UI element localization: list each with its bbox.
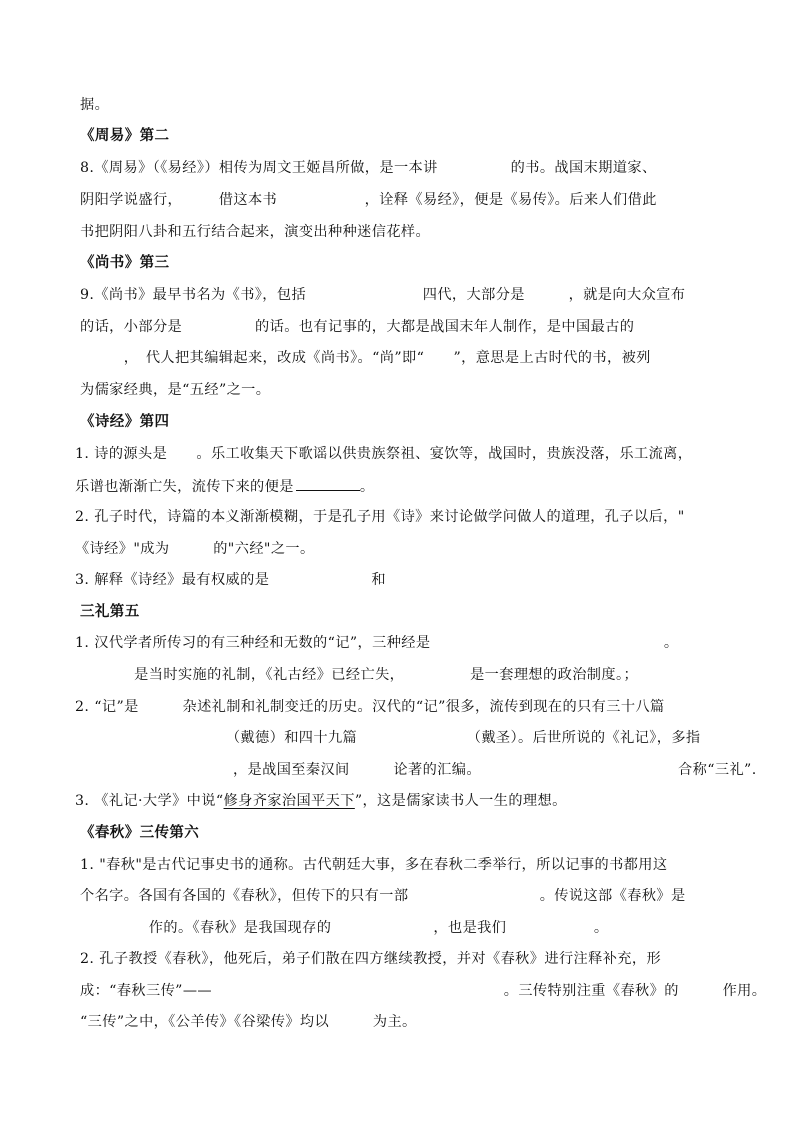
line-text: 据。 <box>80 97 110 113</box>
line-text: 的话，小部分是 的话。也有记事的，大都是战国末年人制作，是中国最古的 <box>80 319 635 335</box>
line-text: 9.《尚书》最早书名为《书》，包括 四代，大部分是 ，就是向大众宣布 <box>80 287 686 303</box>
line-text: 《春秋》三传第六 <box>80 824 200 841</box>
text-line <box>75 508 685 526</box>
line-text-tail: 。 <box>359 479 375 495</box>
text-line <box>80 223 430 241</box>
text-line <box>75 634 678 652</box>
section-heading <box>80 127 169 145</box>
text-line <box>80 349 651 367</box>
line-text: （戴德）和四十九篇 （戴圣）。后世所说的《礼记》，多指 <box>160 730 701 746</box>
text-line <box>80 887 686 905</box>
text-line <box>80 381 270 399</box>
text-line <box>80 950 661 968</box>
text-line <box>80 318 634 336</box>
line-text: “三传”之中，《公羊传》《谷梁传》均以 为主。 <box>80 1014 417 1030</box>
line-text: 《周易》第二 <box>80 127 170 144</box>
line-text: 《诗经》第四 <box>80 413 170 430</box>
line-text: 是当时实施的礼制，《礼古经》已经亡失， 是一套理想的政治制度。； <box>105 667 639 683</box>
line-text: 三礼第五 <box>80 603 140 620</box>
line-text: 8.《周易》（《易经》）相传为周文王姬昌所做，是一本讲 的书。战国末期道家、 <box>80 160 657 176</box>
line-text: 乐谱也渐渐亡失，流传下来的便是 <box>75 479 294 495</box>
line-text: 1. 诗的源头是 。乐工收集天下歌谣以供贵族祭祖、宴饮等，战国时，贵族没落，乐工流离， <box>75 446 693 462</box>
text-line <box>75 792 567 810</box>
text-line <box>105 666 638 684</box>
line-text: 为儒家经典，是“五经”之一。 <box>80 382 271 398</box>
text-line <box>80 856 667 874</box>
text-line <box>80 191 657 209</box>
text-line <box>75 476 374 494</box>
text-line <box>160 729 701 747</box>
line-text: 《诗经》"成为 的"六经"之一。 <box>75 541 315 557</box>
text-line <box>75 445 692 463</box>
section-heading <box>80 824 199 842</box>
line-text: 2. 孔子时代，诗篇的本义渐渐模糊，于是孔子用《诗》来讨论做学问做人的道理，孔子以后，" <box>75 509 685 525</box>
line-text: 1. "春秋"是古代记事史书的通称。古代朝廷大事，多在春秋二季举行，所以记事的书都用这 <box>80 857 668 873</box>
line-text: 3. 解释《诗经》最有权威的是 和 <box>75 572 386 588</box>
section-heading <box>80 413 169 431</box>
text-line <box>80 159 657 177</box>
section-heading <box>80 254 169 272</box>
text-line <box>160 761 757 779</box>
line-text: 作的。《春秋》是我国现存的 ，也是我们 。 <box>105 920 609 936</box>
line-text-tail: ”，这是儒家读书人一生的理想。 <box>354 793 567 809</box>
line-text: 书把阴阳八卦和五行结合起来，演变出种种迷信花样。 <box>80 224 431 240</box>
underlined-phrase: 修身齐家治国平天下 <box>223 793 355 809</box>
text-line <box>80 1013 417 1031</box>
line-text: 个名字。各国有各国的《春秋》，但传下的只有一部 。传说这部《春秋》是 <box>80 888 686 904</box>
text-line <box>80 982 766 1000</box>
text-line <box>80 96 109 114</box>
line-text: 《尚书》第三 <box>80 254 170 271</box>
answer-blank[interactable] <box>296 476 360 491</box>
line-text: 2. “记”是 杂述礼制和礼制变迁的历史。汉代的“记”很多，流传到现在的只有三十八篇 <box>75 699 665 715</box>
text-line <box>105 919 608 937</box>
line-text: 2. 孔子教授《春秋》，他死后，弟子们散在四方继续教授，并对《春秋》进行注释补充，形 <box>80 951 662 967</box>
text-line <box>75 698 665 716</box>
text-line <box>75 571 386 589</box>
line-text: 3. 《礼记·大学》中说“ <box>75 793 224 809</box>
section-heading <box>80 603 140 621</box>
text-line <box>80 286 685 304</box>
line-text: 成：“春秋三传”—— 。三传特别注重《春秋》的 作用。 <box>80 983 767 999</box>
line-text: 阴阳学说盛行， 借这本书 ，诠释《易经》，便是《易传》。后来人们借此 <box>80 192 657 208</box>
line-text: ， 代人把其编辑起来，改成《尚书》。“尚”即“ ”，意思是上古时代的书，被列 <box>80 350 651 366</box>
line-text: ，是战国至秦汉间 论著的汇编。 合称“三礼”. <box>160 762 757 778</box>
text-line <box>75 540 315 558</box>
line-text: 1. 汉代学者所传习的有三种经和无数的“记”，三种经是 。 <box>75 635 679 651</box>
